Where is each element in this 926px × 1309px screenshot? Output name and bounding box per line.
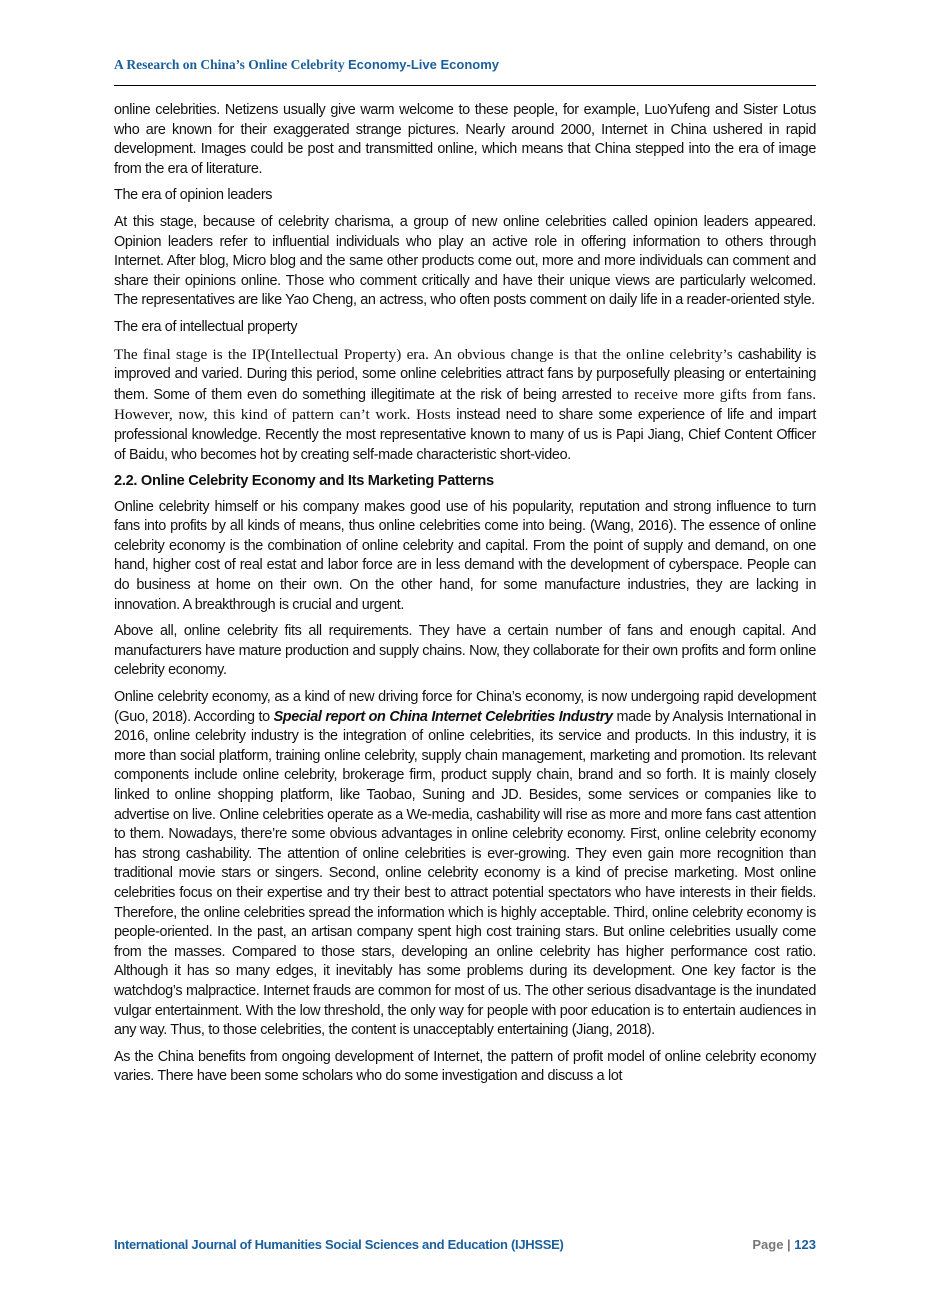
paragraph-image-era: online celebrities. Netizens usually give warm welcome to these people, for example, LuoYufeng and Sister Lotus who are known for their exaggerated strange pictures. Nearly around 2000, Internet in China ushered in rapid development. Images could be post and transmitted online, which means that China stepped into the era of image from the era of literature. [114, 102, 816, 177]
ip-era-run-2: cashability is improved and varied. During this period, some online celebrities attract fans by purposefully pleasing or entertaining them. Some of them even do something illegitimate at the risk of being arrested [114, 346, 816, 403]
ip-era-serif-run-3: to receive more gifts from fans. However, now, this kind of pattern can’t work. Hosts [114, 385, 816, 424]
footer-page-number [752, 1237, 816, 1252]
industry-run-1: Online celebrity economy, as a kind of new driving force for China’s economy, is now undergoing rapid development (Guo, 2018). According to [114, 689, 816, 725]
footer-journal-name: International Journal of Humanities Social Sciences and Education (IJHSSE) [114, 1237, 564, 1252]
subhead-opinion-leaders: The era of opinion leaders [114, 187, 273, 204]
report-title: Special report on China Internet Celebrities Industry [273, 708, 613, 725]
paragraph-industry-overview [114, 688, 816, 1041]
paragraph-ip-era [114, 345, 816, 466]
paragraph-profit-model: As the China benefits from ongoing development of Internet, the pattern of profit model of online celebrity economy varies. There have been some scholars who do some investigation and discuss a lot [114, 1048, 816, 1085]
paragraph-economy-definition: Online celebrity himself or his company makes good use of his popularity, reputation and strong influence to turn fans into profits by all kinds of means, thus online celebrities come into being. (Wang, 2016). The essence of online celebrity economy is the combination of online celebrity and capital. From the point of supply and demand, on one hand, higher cost of real estat and labor force are in less demand with the development of cyberspace. People can do business at home on their own. On the other hand, for some manufacture industries, they are lacking in innovation. A breakthrough is crucial and urgent. [114, 498, 816, 613]
page-number: 123 [794, 1237, 816, 1252]
running-head-title: A Research on China’s Online Celebrity [114, 57, 349, 72]
subhead-intellectual-property: The era of intellectual property [114, 318, 298, 335]
section-heading-2-2: 2.2. Online Celebrity Economy and Its Marketing Patterns [114, 473, 494, 490]
running-head [114, 57, 816, 73]
industry-run-2: made by Analysis International in 2016, online celebrity industry is the integration of online celebrities, its service and products. In this industry, it is more than social platform, training online celebrity, supply chain management, marketing and promotion. Its relevant components include online celebrity, brokerage firm, product supply chain, brand and so forth. It is mainly closely linked to online shopping platform, like Taobao, Suning and JD. Besides, some services or companies like to advertise on live. Online celebrities operate as a We-media, cashability will rise as more and more fans cast attention to them. Nowadays, there’re some obvious advantages in online celebrity economy. First, online celebrity economy has strong cashability. The attention of online celebrities is ever-growing. They even gain more recognition than traditional movie stars or singers. Second, online celebrity economy is a kind of precise marketing. Most online celebrities focus on their expertise and try their best to attract potential spectators who have interests in their fields. Therefore, the online celebrities spread the information which is highly acceptable. Third, online celebrity economy is people-oriented. In the past, an artisan company spent high cost training stars. But online celebrities usually come from the masses. Compared to those stars, developing an online celebrity has higher performance cost ratio. Although it has so many edges, it inevitably has some problems during its development. One key factor is the watchdog’s malpractice. Internet frauds are common for most of us. The other serious disadvantage is the inundated vulgar entertainment. With the low threshold, the only way for people with poor education is to entertain audiences in any way. Thus, to those celebrities, the content is unacceptably entertaining (Jiang, 2018). [114, 708, 816, 1039]
page-label: Page | [752, 1237, 795, 1252]
body-text [114, 101, 816, 1094]
header-rule [114, 85, 816, 86]
ip-era-serif-run-1: The final stage is the IP(Intellectual Property) era. An obvious change is that the online celebrity’s [114, 345, 733, 363]
ip-era-run-4: instead need to share some experience of life and impart professional knowledge. Recently the most representative known to many of us is Papi Jiang, Chief Content Officer of Baidu, who becomes hot by creating self-made characteristic short-video. [114, 407, 816, 463]
paragraph-requirements: Above all, online celebrity fits all requirements. They have a certain number of fans and enough capital. And manufacturers have mature production and supply chains. Now, they collaborate for their own profits and form online celebrity economy. [114, 623, 816, 679]
running-head-subtitle: Economy-Live Economy [348, 57, 499, 72]
paragraph-opinion-leaders: At this stage, because of celebrity charisma, a group of new online celebrities called opinion leaders appeared. Opinion leaders refer to influential individuals who play an active role in offering information to others through Internet. After blog, Micro blog and the same other products come out, more and more individuals can comment and share their opinions online. Those who comment critically and have their unique views are particularly welcomed. The representatives are like Yao Cheng, an actress, who often posts comment on daily life in a reader-oriented style. [114, 213, 816, 309]
